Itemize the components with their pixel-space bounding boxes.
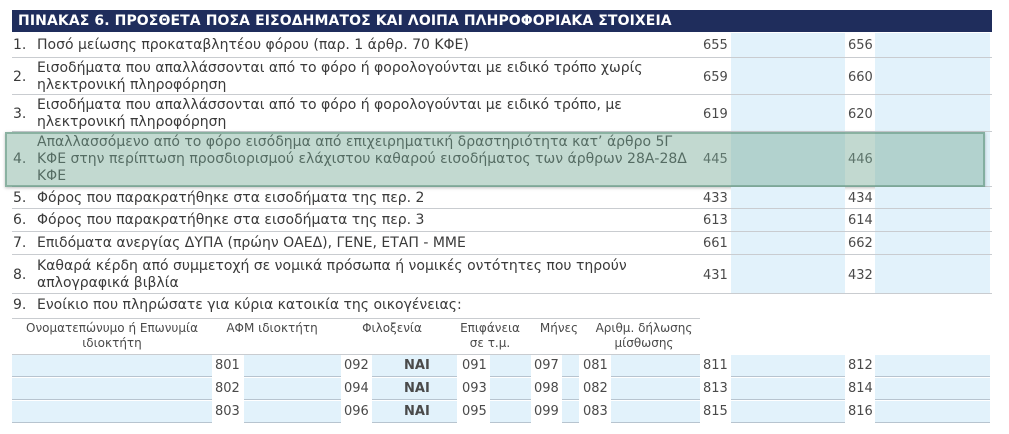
code-b: 656	[848, 38, 873, 53]
amount-input-a[interactable]	[731, 95, 845, 131]
code-a: 445	[703, 152, 728, 167]
amount-input-a[interactable]	[731, 33, 845, 57]
amount-input-b[interactable]	[875, 401, 990, 423]
amount-input-a[interactable]	[731, 255, 845, 293]
rent-row-2	[12, 378, 990, 401]
owner-name-input[interactable]	[12, 355, 212, 377]
area-input[interactable]	[490, 378, 531, 400]
amount-input-a[interactable]	[731, 355, 845, 377]
afm-code: 802	[215, 381, 240, 396]
col-area: Επιφάνεια σε τ.μ.	[460, 321, 520, 350]
amount-input-b[interactable]	[875, 132, 990, 186]
code-b: 660	[848, 70, 873, 85]
owner-afm-input[interactable]	[244, 378, 341, 400]
amount-input-a[interactable]	[731, 401, 845, 423]
amount-input-b[interactable]	[875, 33, 990, 57]
row-label: Εισοδήματα που απαλλάσσονται από το φόρο ή φορολογούνται με ειδικό τρόπο, με ηλεκτρονική πληροφόρηση	[37, 97, 622, 130]
code-b: 662	[848, 236, 873, 251]
code-a: 613	[703, 213, 728, 228]
amount-input-b[interactable]	[875, 187, 990, 208]
afm-code: 801	[215, 358, 240, 373]
row-1	[12, 33, 992, 58]
row-8	[12, 255, 992, 294]
months-code: 099	[534, 404, 559, 419]
row-label: Ποσό μείωσης προκαταβλητέου φόρου (παρ. 1 άρθρ. 70 ΚΦΕ)	[37, 37, 469, 53]
amount-code-b: 812	[848, 358, 873, 373]
amount-input-b[interactable]	[875, 58, 990, 94]
rent-row-3	[12, 401, 990, 424]
amount-input-b[interactable]	[875, 232, 990, 254]
table-6-header: ΠΙΝΑΚΑΣ 6. ΠΡΟΣΘΕΤΑ ΠΟΣΑ ΕΙΣΟΔΗΜΑΤΟΣ ΚΑΙ ΛΟΙΠΑ ΠΛΗΡΟΦΟΡΙΑΚΑ ΣΤΟΙΧΕΙΑ	[12, 10, 992, 32]
col-owner-name: Ονοματεπώνυμο ή Επωνυμία ιδιοκτήτη	[26, 321, 198, 350]
area-code: 095	[462, 404, 487, 419]
row-label: Φόρος που παρακρατήθηκε στα εισοδήματα της περ. 3	[37, 212, 425, 228]
amount-input-b[interactable]	[875, 209, 990, 231]
row-label: Επιδόματα ανεργίας ΔΥΠΑ (πρώην ΟΑΕΔ), ΓΕΝΕ, ΕΤΑΠ - ΜΜΕ	[37, 235, 466, 251]
hospitality-code: 096	[344, 404, 369, 419]
row-label: Εισοδήματα που απαλλάσσονται από το φόρο ή φορολογούνται με ειδικό τρόπο χωρίς ηλεκτρονική πληροφόρηση	[37, 60, 643, 93]
row-number: 5.	[13, 190, 27, 206]
code-b: 614	[848, 213, 873, 228]
row-3	[12, 95, 992, 132]
amount-input-a[interactable]	[731, 132, 845, 186]
amount-input-b[interactable]	[875, 95, 990, 131]
months-input[interactable]	[562, 355, 579, 377]
row-label: Καθαρά κέρδη από συμμετοχή σε νομικά πρόσωπα ή νομικές οντότητες που τηρούν απλογραφικά βιβλία	[37, 258, 627, 291]
code-a: 431	[703, 268, 728, 283]
hospitality-code: 092	[344, 358, 369, 373]
col-months: Μήνες	[539, 321, 579, 335]
row-5	[12, 187, 992, 209]
amount-input-b[interactable]	[875, 355, 990, 377]
rent-table-header	[12, 318, 700, 355]
area-input[interactable]	[490, 355, 531, 377]
months-code: 097	[534, 358, 559, 373]
owner-name-input[interactable]	[12, 401, 212, 423]
lease-code: 082	[583, 381, 608, 396]
col-owner-afm: ΑΦΜ ιδιοκτήτη	[226, 321, 318, 335]
row-number: 3.	[13, 106, 27, 122]
amount-input-a[interactable]	[731, 187, 845, 208]
months-input[interactable]	[562, 401, 579, 423]
row-label: Απαλλασσόμενο από το φόρο εισόδημα από επιχειρηματική δραστηριότητα κατ’ άρθρο 5Γ ΚΦΕ στην περίπτωση προσδιορισμού ελάχιστου καθαρού εισοδήματος των άρθρων 28Α-28Δ ΚΦΕ	[37, 134, 687, 184]
hospitality-value: ΝΑΙ	[404, 358, 430, 373]
amount-code-a: 815	[703, 404, 728, 419]
months-code: 098	[534, 381, 559, 396]
code-a: 659	[703, 70, 728, 85]
row-number: 9.	[13, 297, 27, 313]
row-number: 6.	[13, 212, 27, 228]
afm-code: 803	[215, 404, 240, 419]
row-number: 7.	[13, 235, 27, 251]
code-b: 620	[848, 107, 873, 122]
lease-code: 083	[583, 404, 608, 419]
row-number: 1.	[13, 37, 27, 53]
area-code: 091	[462, 358, 487, 373]
hospitality-value: ΝΑΙ	[404, 404, 430, 419]
owner-name-input[interactable]	[12, 378, 212, 400]
code-a: 433	[703, 191, 728, 206]
hospitality-code: 094	[344, 381, 369, 396]
area-input[interactable]	[490, 401, 531, 423]
amount-input-a[interactable]	[731, 58, 845, 94]
code-b: 446	[848, 152, 873, 167]
code-a: 655	[703, 38, 728, 53]
owner-afm-input[interactable]	[244, 401, 341, 423]
row-6	[12, 209, 992, 232]
lease-no-input[interactable]	[611, 401, 700, 423]
row-number: 8.	[13, 267, 27, 283]
owner-afm-input[interactable]	[244, 355, 341, 377]
row-label: Φόρος που παρακρατήθηκε στα εισοδήματα της περ. 2	[37, 190, 425, 206]
col-hospitality: Φιλοξενία	[362, 321, 422, 335]
row-label: Ενοίκιο που πληρώσατε για κύρια κατοικία της οικογένειας:	[37, 297, 462, 313]
amount-code-a: 811	[703, 358, 728, 373]
row-4	[12, 132, 992, 187]
lease-no-input[interactable]	[611, 355, 700, 377]
amount-input-b[interactable]	[875, 255, 990, 293]
row-number: 2.	[13, 69, 27, 85]
lease-code: 081	[583, 358, 608, 373]
lease-no-input[interactable]	[611, 378, 700, 400]
amount-input-a[interactable]	[731, 209, 845, 231]
row-2	[12, 58, 992, 95]
code-a: 619	[703, 107, 728, 122]
amount-code-b: 814	[848, 381, 873, 396]
row-number: 4.	[13, 151, 27, 167]
amount-input-a[interactable]	[731, 232, 845, 254]
code-a: 661	[703, 236, 728, 251]
code-b: 434	[848, 191, 873, 206]
rent-row-1	[12, 355, 990, 378]
amount-input-b[interactable]	[875, 378, 990, 400]
amount-input-a[interactable]	[731, 378, 845, 400]
amount-code-b: 816	[848, 404, 873, 419]
area-code: 093	[462, 381, 487, 396]
col-lease-no: Αριθμ. δήλωσης μίσθωσης	[595, 321, 693, 350]
hospitality-value: ΝΑΙ	[404, 381, 430, 396]
months-input[interactable]	[562, 378, 579, 400]
code-b: 432	[848, 268, 873, 283]
amount-code-a: 813	[703, 381, 728, 396]
row-7	[12, 232, 992, 255]
